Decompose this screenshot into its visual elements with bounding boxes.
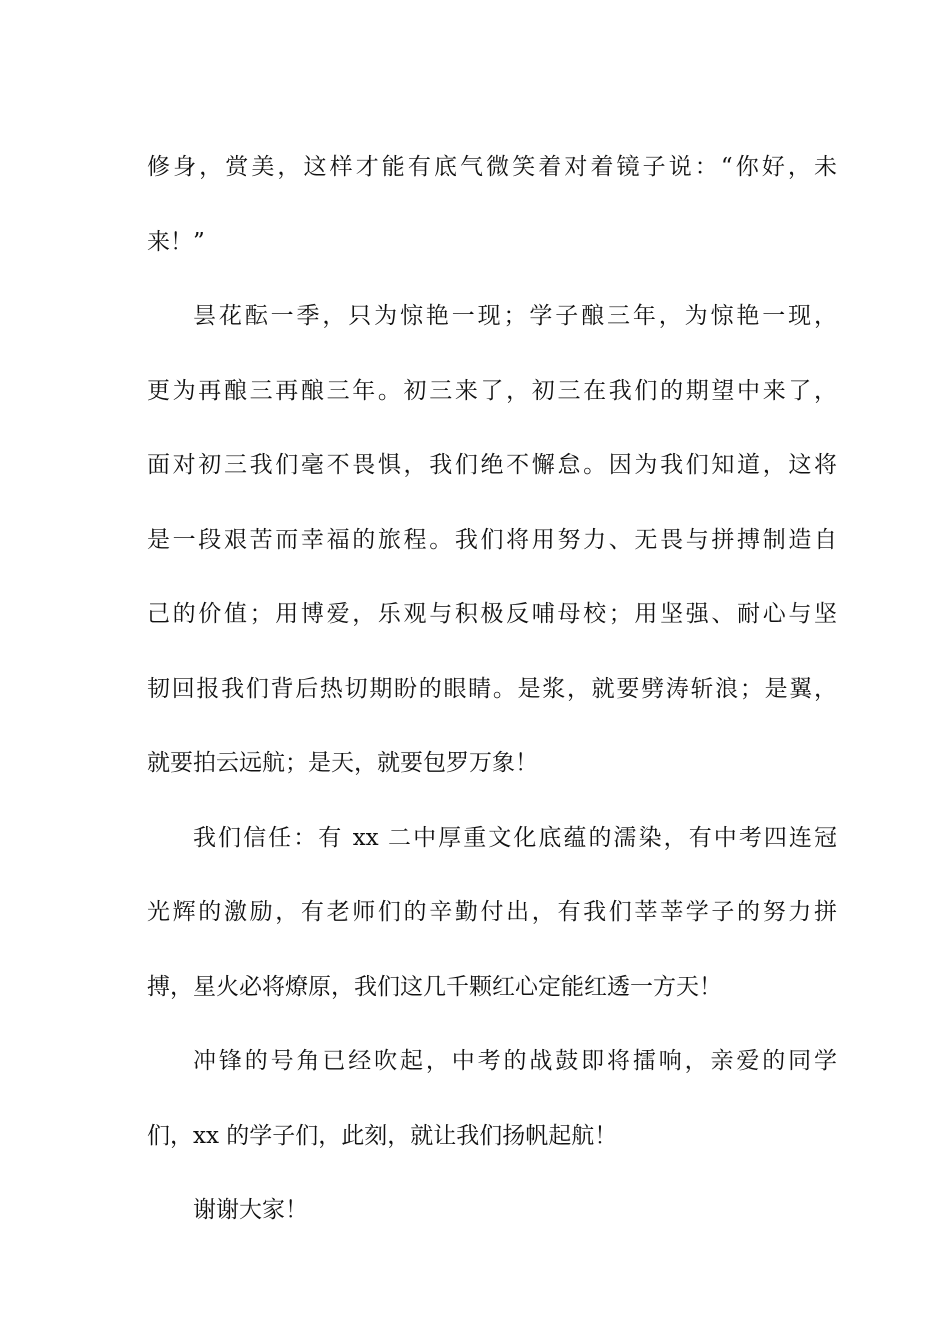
text-line: 就要拍云远航；是天，就要包罗万象！: [147, 750, 538, 776]
text-line: 我们信任：有 xx 二中厚重文化底蕴的濡染，有中考四连冠: [193, 824, 837, 851]
text-line: 光辉的激励，有老师们的辛勤付出，有我们莘莘学子的努力拼: [147, 899, 837, 925]
text-line: 己的价值；用博爱，乐观与积极反哺母校；用坚强、耐心与坚: [147, 601, 837, 627]
text-line: 昙花酝一季，只为惊艳一现；学子酿三年，为惊艳一现，: [193, 303, 837, 329]
text-line: 来！”: [147, 228, 205, 255]
text-line: 韧回报我们背后热切期盼的眼睛。是浆，就要劈涛斩浪；是翼，: [147, 675, 837, 702]
text-line: 们，xx 的学子们，此刻，就让我们扬帆起航！: [147, 1122, 618, 1149]
text-line: 谢谢大家！: [193, 1197, 308, 1223]
text-line: 搏，星火必将燎原，我们这几千颗红心定能红透一方天！: [147, 973, 722, 1000]
text-line: 修身，赏美，这样才能有底气微笑着对着镜子说：“你好，未: [147, 154, 837, 180]
text-line: 是一段艰苦而幸福的旅程。我们将用努力、无畏与拼搏制造自: [147, 526, 837, 553]
text-line: 面对初三我们毫不畏惧，我们绝不懈怠。因为我们知道，这将: [147, 452, 837, 478]
document-body: [147, 130, 837, 1248]
text-line: 更为再酿三再酿三年。初三来了，初三在我们的期望中来了，: [147, 377, 837, 404]
text-line: 冲锋的号角已经吹起，中考的战鼓即将擂响，亲爱的同学: [193, 1048, 837, 1074]
